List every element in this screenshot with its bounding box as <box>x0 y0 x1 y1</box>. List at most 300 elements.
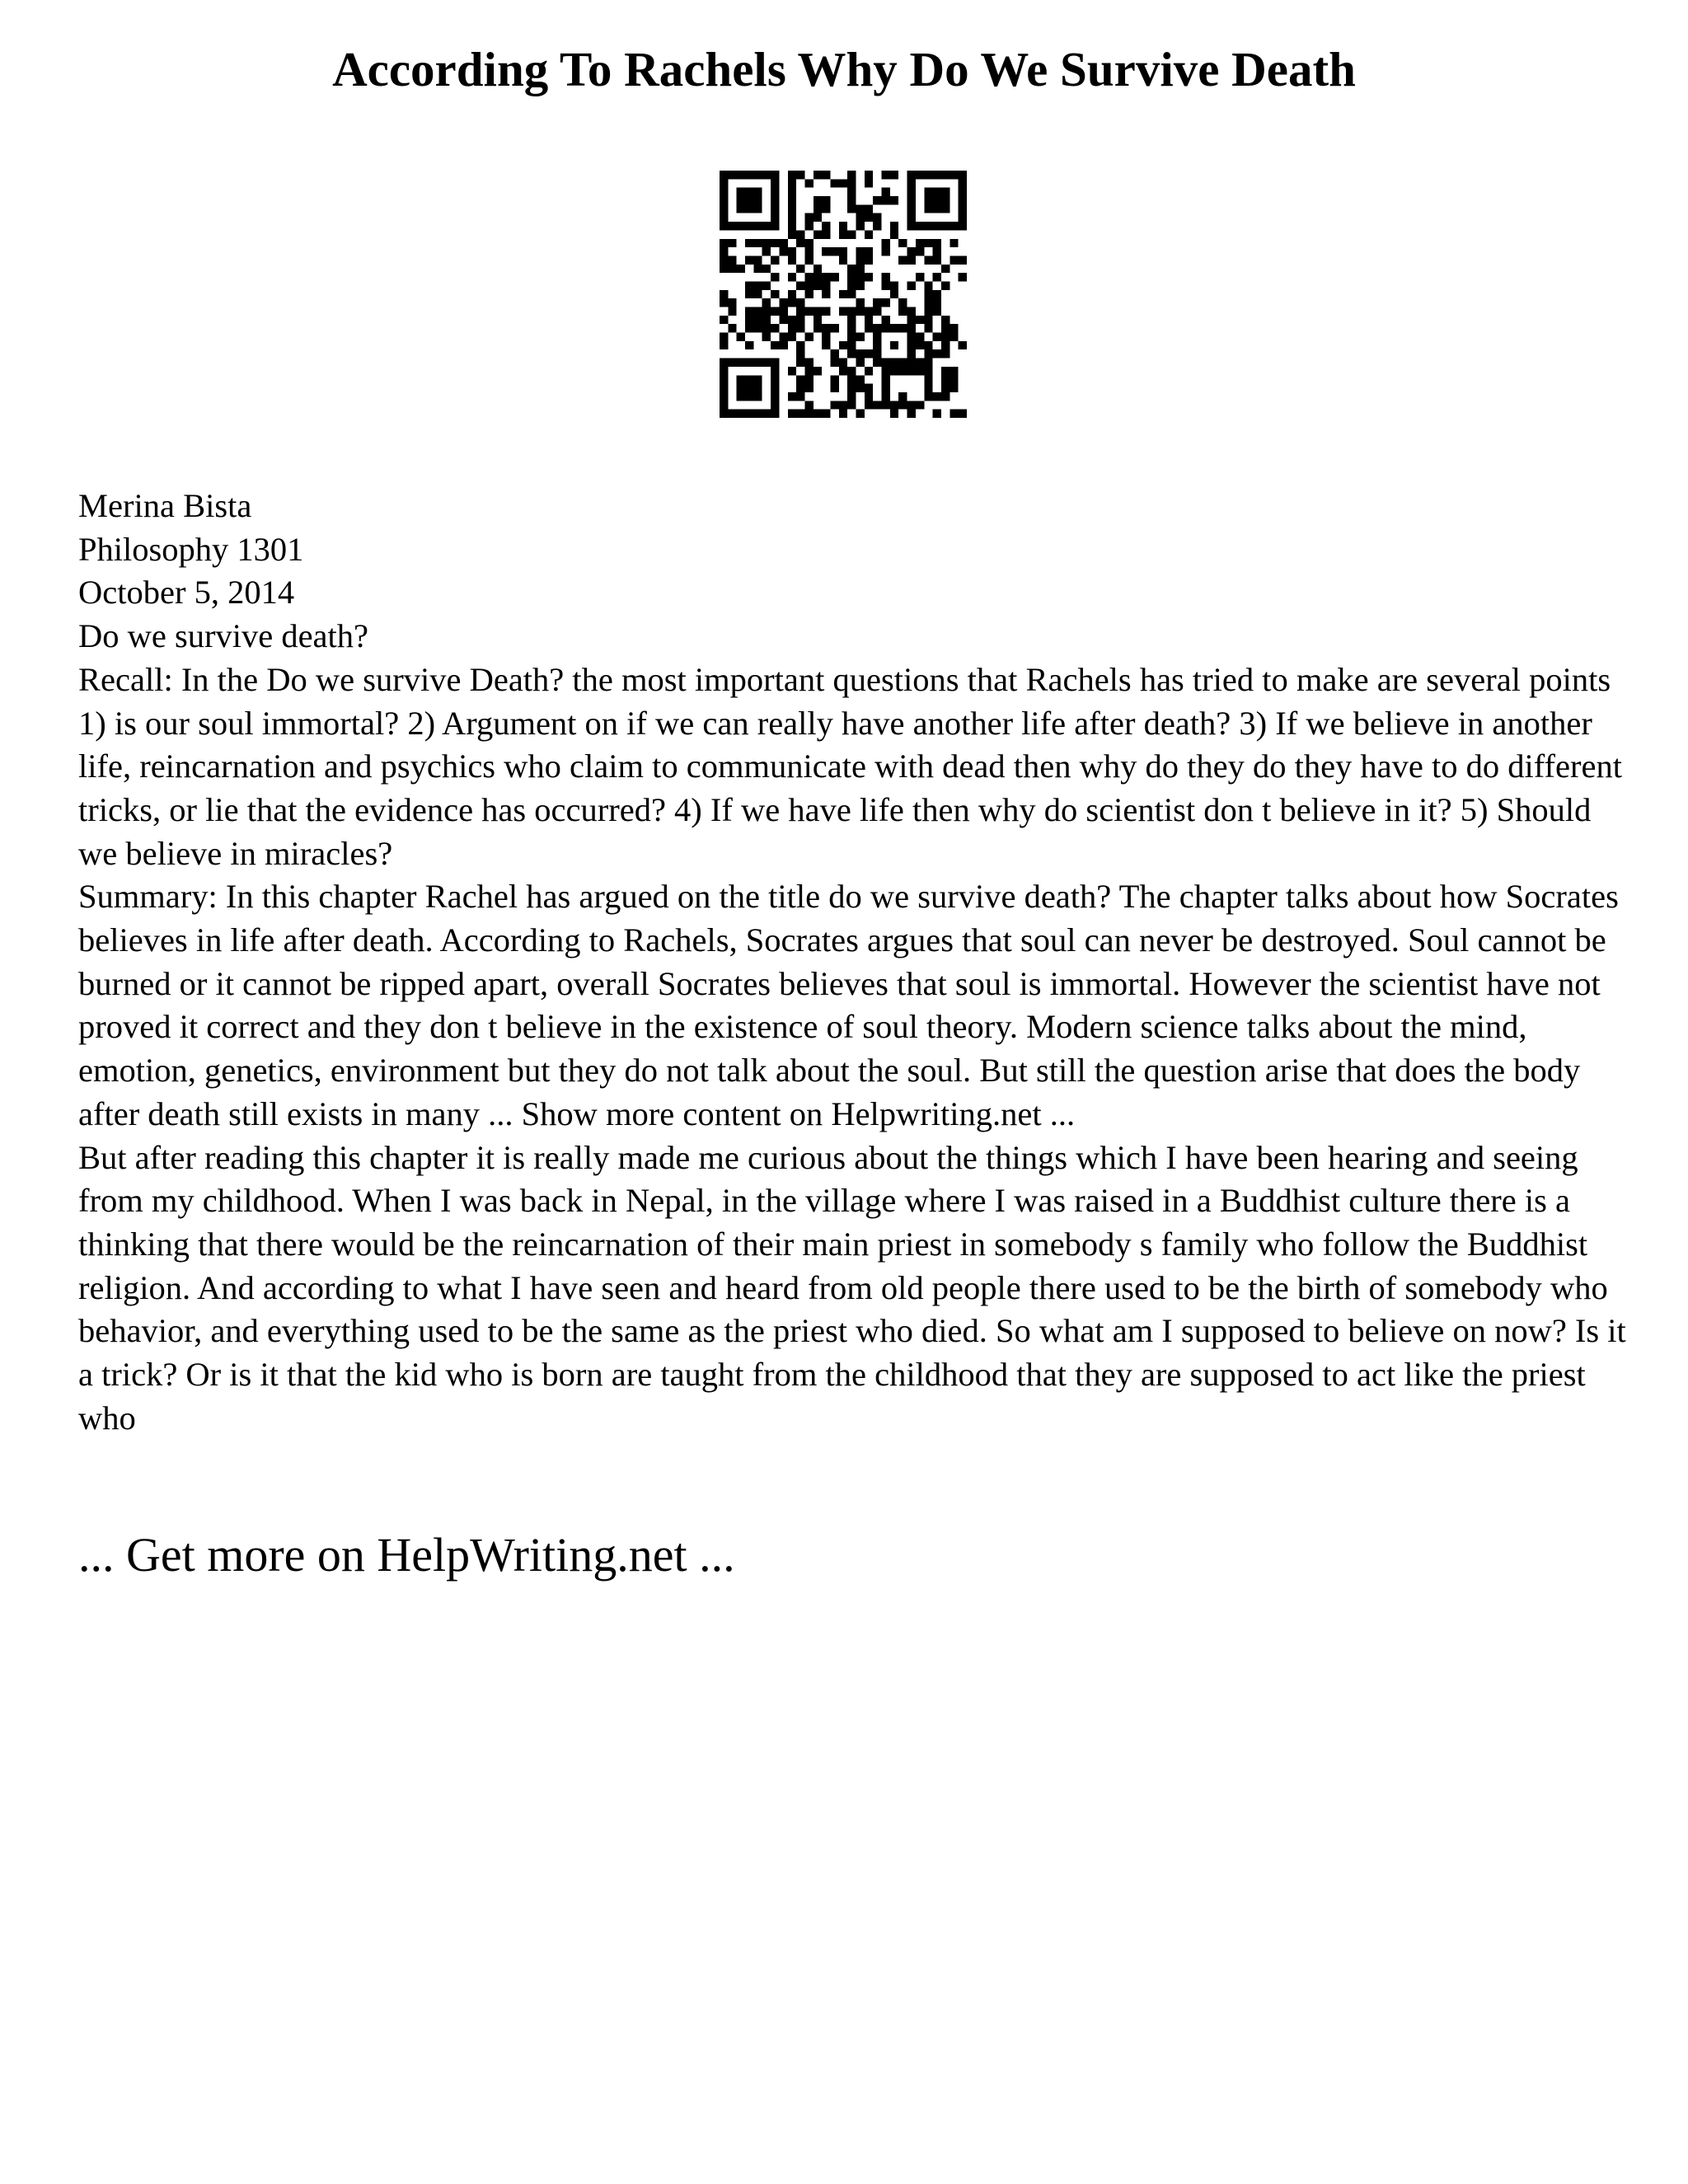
qr-module <box>898 359 907 367</box>
qr-module <box>788 255 796 264</box>
qr-module <box>959 204 967 213</box>
qr-module <box>941 341 950 349</box>
qr-module <box>830 179 838 187</box>
qr-module <box>847 281 856 289</box>
qr-module <box>737 188 745 196</box>
qr-module <box>907 316 916 324</box>
qr-module <box>771 196 779 204</box>
qr-module <box>856 222 865 230</box>
qr-module <box>745 392 753 401</box>
qr-module <box>847 375 856 383</box>
qr-module <box>720 341 728 349</box>
qr-module <box>753 281 762 289</box>
qr-module <box>959 179 967 187</box>
qr-module <box>771 375 779 383</box>
qr-module <box>907 255 916 264</box>
qr-module <box>856 273 865 281</box>
qr-module <box>796 281 804 289</box>
qr-module <box>737 392 745 401</box>
qr-module <box>745 290 753 298</box>
qr-module <box>924 298 932 307</box>
qr-module <box>916 273 924 281</box>
qr-module <box>890 230 898 238</box>
qr-module <box>779 239 787 247</box>
qr-module <box>753 255 762 264</box>
qr-module <box>720 179 728 187</box>
get-more-link[interactable]: ... Get more on HelpWriting.net ... <box>78 1528 735 1582</box>
qr-module <box>847 188 856 196</box>
qr-module <box>847 392 856 401</box>
qr-module <box>890 290 898 298</box>
qr-module <box>788 171 796 179</box>
qr-module <box>847 265 856 273</box>
qr-module <box>933 171 941 179</box>
qr-module <box>779 307 787 316</box>
qr-module <box>796 316 804 324</box>
qr-module <box>907 213 916 222</box>
qr-module <box>771 213 779 222</box>
qr-module <box>950 333 958 341</box>
qr-module <box>907 171 916 179</box>
qr-module <box>950 324 958 332</box>
qr-module <box>890 367 898 375</box>
qr-module <box>907 359 916 367</box>
qr-module <box>830 401 838 409</box>
qr-module <box>856 410 865 418</box>
qr-module <box>720 290 728 298</box>
qr-module <box>924 324 932 332</box>
qr-code-graphic <box>720 171 967 418</box>
qr-module <box>737 204 745 213</box>
qr-module <box>847 307 856 316</box>
qr-module <box>907 179 916 187</box>
qr-module <box>898 324 907 332</box>
qr-module <box>916 401 924 409</box>
qr-module <box>882 298 890 307</box>
qr-module <box>745 171 753 179</box>
qr-module <box>882 324 890 332</box>
qr-module <box>762 324 771 332</box>
qr-module <box>762 247 771 255</box>
qr-module <box>796 359 804 367</box>
qr-module <box>898 298 907 307</box>
qr-module <box>822 281 830 289</box>
qr-module <box>933 298 941 307</box>
qr-module <box>839 401 847 409</box>
qr-module <box>788 179 796 187</box>
qr-module <box>847 204 856 213</box>
qr-module <box>959 188 967 196</box>
qr-module <box>720 298 728 307</box>
qr-module <box>788 222 796 230</box>
qr-module <box>804 290 813 298</box>
qr-module <box>856 359 865 367</box>
qr-module <box>804 222 813 230</box>
qr-module <box>950 171 958 179</box>
qr-module <box>822 230 830 238</box>
qr-module <box>856 307 865 316</box>
qr-module <box>950 410 958 418</box>
qr-module <box>873 341 881 349</box>
qr-module <box>907 367 916 375</box>
qr-module <box>814 316 822 324</box>
qr-module <box>762 298 771 307</box>
qr-module <box>924 204 932 213</box>
qr-module <box>856 384 865 392</box>
qr-module <box>865 392 873 401</box>
qr-module <box>865 213 873 222</box>
qr-module <box>916 222 924 230</box>
qr-module <box>907 247 916 255</box>
qr-module <box>804 333 813 341</box>
qr-module <box>890 401 898 409</box>
qr-module <box>890 281 898 289</box>
qr-module <box>814 265 822 273</box>
qr-module <box>941 222 950 230</box>
qr-module <box>882 171 890 179</box>
qr-module <box>924 384 932 392</box>
qr-module <box>796 171 804 179</box>
qr-module <box>924 196 932 204</box>
qr-module <box>822 333 830 341</box>
qr-module <box>907 401 916 409</box>
qr-module <box>804 239 813 247</box>
qr-module <box>788 298 796 307</box>
qr-module <box>788 196 796 204</box>
qr-module <box>839 367 847 375</box>
summary-paragraph: Summary: In this chapter Rachel has argued on the title do we survive death? The chapter talks about how Socrates believes in life after death. According to Rachels, Socrates argues that soul can never be destroyed. Soul cannot be burned or it cannot be ripped apart, overall Socrates believes that soul is immortal. However the scientist have not proved it correct and they don t believe in the existence of soul theory. Modern science talks about the mind, emotion, genetics, environment but they do not talk about the soul. But still the question arise that does the body after death still exists in many ... Show more content on Helpwriting.net ... <box>78 878 1619 1132</box>
qr-module <box>753 316 762 324</box>
qr-module <box>941 281 950 289</box>
qr-module <box>788 247 796 255</box>
qr-module <box>847 196 856 204</box>
qr-module <box>796 239 804 247</box>
qr-module <box>882 196 890 204</box>
qr-module <box>788 367 796 375</box>
qr-module <box>796 230 804 238</box>
qr-module <box>907 341 916 349</box>
qr-module <box>762 359 771 367</box>
qr-module <box>720 255 728 264</box>
qr-module <box>933 222 941 230</box>
qr-module <box>745 375 753 383</box>
qr-module <box>804 367 813 375</box>
qr-module <box>856 349 865 358</box>
qr-module <box>779 341 787 349</box>
qr-module <box>737 265 745 273</box>
qr-module <box>762 222 771 230</box>
qr-module <box>745 222 753 230</box>
qr-module <box>839 359 847 367</box>
qr-module <box>728 298 736 307</box>
qr-module <box>796 392 804 401</box>
qr-module <box>847 349 856 358</box>
qr-module <box>907 324 916 332</box>
qr-module <box>728 265 736 273</box>
qr-module <box>924 392 932 401</box>
qr-module <box>882 273 890 281</box>
qr-module <box>941 171 950 179</box>
qr-module <box>728 239 736 247</box>
qr-module <box>788 230 796 238</box>
qr-module <box>856 265 865 273</box>
qr-module <box>745 316 753 324</box>
qr-module <box>916 333 924 341</box>
qr-module <box>796 307 804 316</box>
qr-module <box>796 298 804 307</box>
qr-module <box>762 239 771 247</box>
qr-module <box>941 316 950 324</box>
qr-module <box>924 255 932 264</box>
qr-module <box>839 247 847 255</box>
qr-module <box>753 204 762 213</box>
qr-module <box>720 222 728 230</box>
qr-module <box>933 392 941 401</box>
qr-module <box>804 401 813 409</box>
qr-module <box>882 401 890 409</box>
qr-module <box>822 290 830 298</box>
qr-module <box>771 273 779 281</box>
qr-module <box>804 247 813 255</box>
qr-module <box>814 230 822 238</box>
qr-module <box>796 384 804 392</box>
qr-module <box>814 196 822 204</box>
qr-module <box>720 367 728 375</box>
qr-module <box>720 239 728 247</box>
qr-module <box>847 384 856 392</box>
qr-module <box>745 359 753 367</box>
qr-module <box>839 341 847 349</box>
qr-module <box>890 341 898 349</box>
qr-module <box>847 333 856 341</box>
qr-module <box>933 410 941 418</box>
qr-module <box>924 367 932 375</box>
qr-module <box>771 401 779 409</box>
qr-module <box>924 316 932 324</box>
qr-module <box>788 392 796 401</box>
qr-module <box>873 324 881 332</box>
qr-module <box>839 222 847 230</box>
qr-module <box>814 273 822 281</box>
qr-module <box>865 316 873 324</box>
qr-module <box>941 392 950 401</box>
qr-module <box>941 375 950 383</box>
qr-module <box>924 359 932 367</box>
qr-module <box>865 171 873 179</box>
qr-module <box>865 255 873 264</box>
qr-module <box>745 239 753 247</box>
qr-module <box>814 213 822 222</box>
qr-module <box>804 273 813 281</box>
qr-module <box>788 273 796 281</box>
qr-module <box>839 290 847 298</box>
qr-module <box>720 401 728 409</box>
qr-module <box>847 230 856 238</box>
qr-module <box>865 230 873 238</box>
qr-module <box>745 384 753 392</box>
recall-paragraph: Recall: In the Do we survive Death? the most important questions that Rachels has tried to make are several points 1) is our soul immortal? 2) Argument on if we can really have another life after death? 3) If we believe in another life, reincarnation and psychics who claim to communicate with dead then why do they do they have to do different tricks, or lie that the evidence has occurred? 4) If we have life then why do scientist don t believe in it? 5) Should we believe in miracles? <box>78 660 1622 872</box>
qr-module <box>847 316 856 324</box>
qr-module <box>814 410 822 418</box>
qr-module <box>865 324 873 332</box>
qr-module <box>753 196 762 204</box>
qr-module <box>959 410 967 418</box>
qr-module <box>933 273 941 281</box>
qr-module <box>865 367 873 375</box>
qr-module <box>796 375 804 383</box>
qr-module <box>898 239 907 247</box>
qr-module <box>762 171 771 179</box>
qr-module <box>814 307 822 316</box>
qr-module <box>907 410 916 418</box>
qr-module <box>762 410 771 418</box>
qr-module <box>924 349 932 358</box>
author-name: Merina Bista <box>78 487 252 524</box>
qr-module <box>950 239 958 247</box>
qr-module <box>898 401 907 409</box>
qr-module <box>788 204 796 213</box>
qr-module <box>839 230 847 238</box>
qr-module <box>720 333 728 341</box>
qr-module <box>788 410 796 418</box>
qr-module <box>916 171 924 179</box>
qr-module <box>830 359 838 367</box>
qr-module <box>737 359 745 367</box>
qr-module <box>898 255 907 264</box>
qr-module <box>804 307 813 316</box>
qr-module <box>779 316 787 324</box>
qr-code-icon[interactable] <box>720 171 967 418</box>
qr-module <box>907 204 916 213</box>
qr-module <box>941 196 950 204</box>
qr-module <box>814 281 822 289</box>
qr-module <box>814 171 822 179</box>
qr-module <box>898 307 907 316</box>
qr-module <box>882 316 890 324</box>
qr-module <box>941 265 950 273</box>
qr-module <box>737 171 745 179</box>
qr-module <box>737 222 745 230</box>
qr-module <box>779 298 787 307</box>
qr-module <box>898 392 907 401</box>
qr-module <box>788 188 796 196</box>
qr-module <box>830 273 838 281</box>
qr-module <box>830 384 838 392</box>
qr-module <box>753 410 762 418</box>
qr-module <box>720 375 728 383</box>
qr-module <box>839 307 847 316</box>
qr-module <box>924 281 932 289</box>
qr-module <box>771 255 779 264</box>
qr-module <box>924 341 932 349</box>
qr-module <box>804 384 813 392</box>
qr-module <box>822 273 830 281</box>
qr-module <box>865 247 873 255</box>
qr-module <box>753 384 762 392</box>
reflection-paragraph: But after reading this chapter it is really made me curious about the things which I have been hearing and seeing from my childhood. When I was back in Nepal, in the village where I was raised in a Buddhist culture there is a thinking that there would be the reincarnation of their main priest in somebody s family who follow the Buddhist religion. And according to what I have seen and heard from old people there used to be the birth of somebody who behavior, and everything used to be the same as the priest who died. So what am I supposed to believe on now? Is it a trick? Or is it that the kid who is born are taught from the childhood that they are supposed to act like the priest who <box>78 1138 1626 1436</box>
qr-module <box>737 384 745 392</box>
qr-module <box>959 255 967 264</box>
qr-module <box>771 359 779 367</box>
qr-module <box>720 247 728 255</box>
qr-module <box>804 359 813 367</box>
qr-module <box>882 188 890 196</box>
qr-module <box>873 213 881 222</box>
qr-module <box>941 188 950 196</box>
qr-module <box>933 239 941 247</box>
qr-module <box>745 281 753 289</box>
qr-module <box>959 341 967 349</box>
qr-module <box>830 375 838 383</box>
qr-module <box>873 222 881 230</box>
qr-module <box>737 333 745 341</box>
qr-module <box>745 341 753 349</box>
qr-module <box>753 290 762 298</box>
qr-module <box>959 273 967 281</box>
qr-module <box>933 204 941 213</box>
qr-module <box>950 222 958 230</box>
qr-module <box>737 410 745 418</box>
qr-module <box>865 307 873 316</box>
qr-module <box>745 204 753 213</box>
qr-module <box>822 196 830 204</box>
qr-module <box>830 349 838 358</box>
qr-module <box>907 307 916 316</box>
qr-module <box>822 341 830 349</box>
qr-module <box>788 290 796 298</box>
qr-module <box>907 188 916 196</box>
qr-module <box>720 384 728 392</box>
qr-module <box>898 367 907 375</box>
qr-module <box>804 179 813 187</box>
qr-module <box>950 375 958 383</box>
qr-module <box>933 247 941 255</box>
qr-module <box>847 290 856 298</box>
qr-module <box>753 392 762 401</box>
essay-body <box>78 485 1628 1440</box>
qr-module <box>847 273 856 281</box>
qr-module <box>771 204 779 213</box>
qr-module <box>779 247 787 255</box>
qr-module <box>890 222 898 230</box>
qr-module <box>941 384 950 392</box>
qr-module <box>771 324 779 332</box>
qr-module <box>720 213 728 222</box>
qr-module <box>933 290 941 298</box>
qr-module <box>959 171 967 179</box>
qr-module <box>753 265 762 273</box>
qr-module <box>924 290 932 298</box>
qr-module <box>959 222 967 230</box>
qr-module <box>882 392 890 401</box>
qr-module <box>916 239 924 247</box>
qr-module <box>745 410 753 418</box>
qr-module <box>830 324 838 332</box>
qr-module <box>745 324 753 332</box>
course-name: Philosophy 1301 <box>78 530 304 568</box>
qr-module <box>839 410 847 418</box>
qr-module <box>753 188 762 196</box>
qr-module <box>865 384 873 392</box>
qr-module <box>788 316 796 324</box>
qr-module <box>745 307 753 316</box>
qr-module <box>950 367 958 375</box>
qr-module <box>804 375 813 383</box>
qr-module <box>779 333 787 341</box>
qr-module <box>728 255 736 264</box>
qr-module <box>771 239 779 247</box>
page-title: According To Rachels Why Do We Survive Death <box>332 42 1356 96</box>
